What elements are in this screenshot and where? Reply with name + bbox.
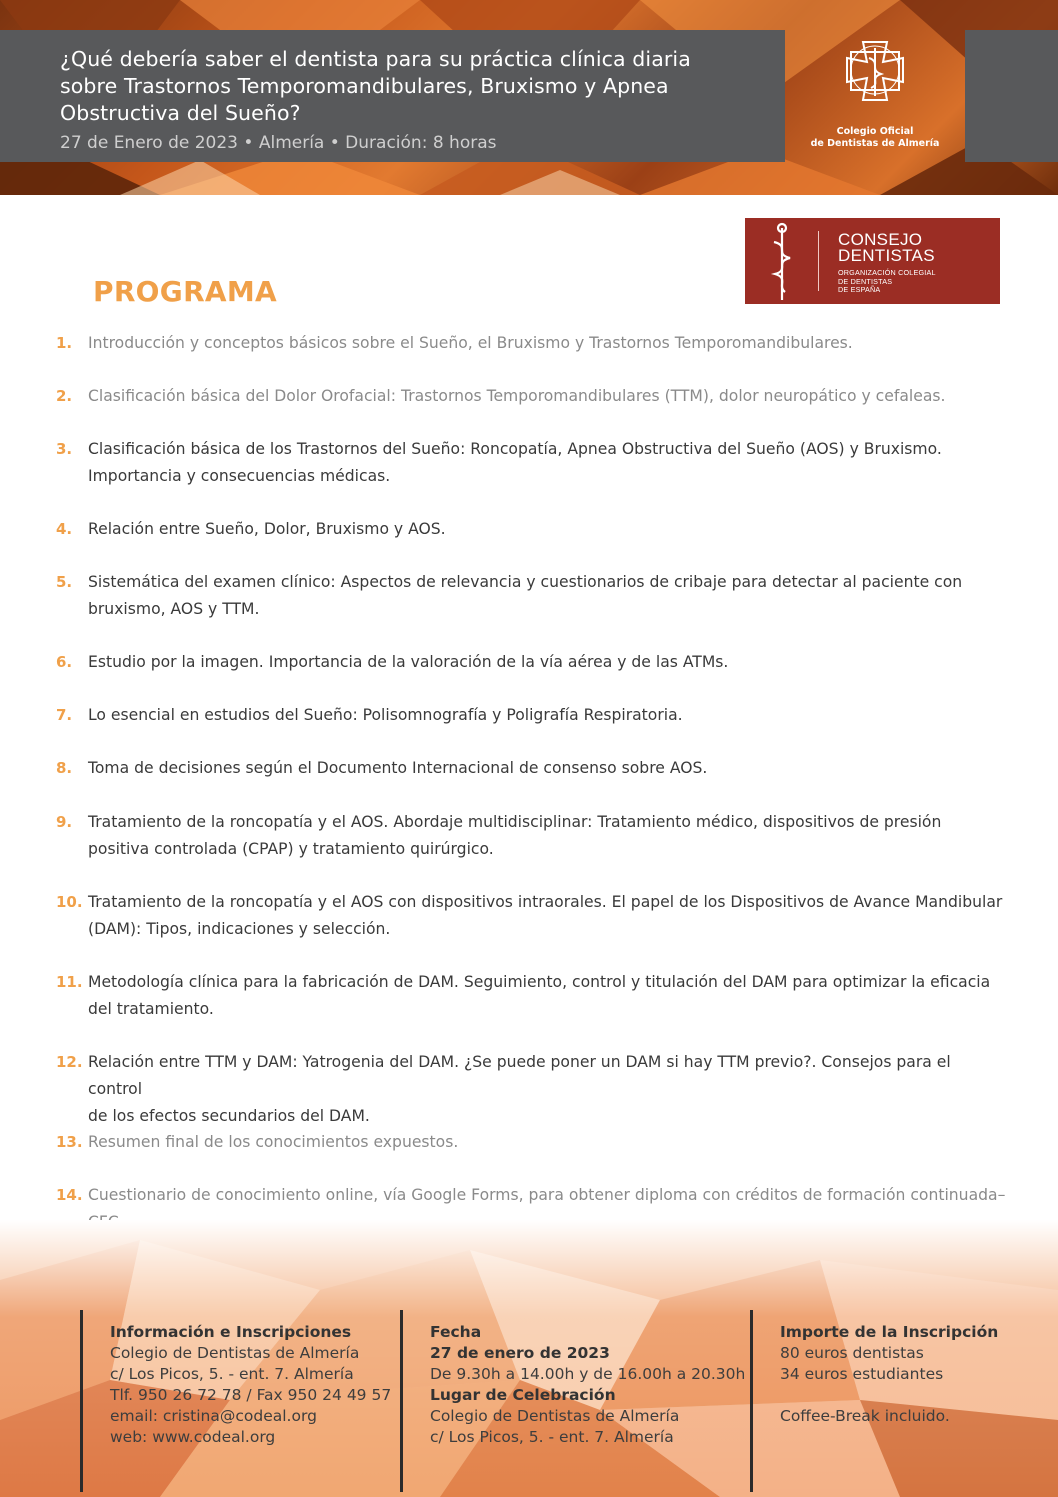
item-text: Cuestionario de conocimiento online, vía Google Forms, para obtener diploma con créditos de formación continuada– — [88, 1186, 1006, 1204]
item-number: 14. — [56, 1186, 83, 1204]
lugar-line: Colegio de Dentistas de Almería — [430, 1407, 680, 1425]
item-text-continued: de los efectos secundarios del DAM. — [88, 1107, 370, 1125]
logo-caption-1: Colegio Oficial — [836, 126, 914, 137]
footer-divider — [80, 1310, 83, 1492]
caduceus-icon — [745, 218, 818, 304]
programa-heading: PROGRAMA — [93, 275, 278, 308]
info-line: c/ Los Picos, 5. - ent. 7. Almería — [110, 1365, 354, 1383]
item-number: 13. — [56, 1133, 83, 1151]
item-number: 1. — [56, 334, 73, 352]
info-line: Colegio de Dentistas de Almería — [110, 1344, 360, 1362]
info-email: email: cristina@codeal.org — [110, 1407, 317, 1425]
item-number: 10. — [56, 893, 83, 911]
item-text: Toma de decisiones según el Documento Internacional de consenso sobre AOS. — [88, 759, 708, 777]
item-number: 7. — [56, 706, 73, 724]
item-text-continued: bruxismo, AOS y TTM. — [88, 600, 260, 618]
item-text-continued: del tratamiento. — [88, 1000, 214, 1018]
lugar-heading: Lugar de Celebración — [430, 1386, 616, 1404]
item-text: Tratamiento de la roncopatía y el AOS con dispositivos intraorales. El papel de los Dispositivos de Avance Mandibular — [88, 893, 1003, 911]
item-number: 12. — [56, 1053, 83, 1071]
item-text: Clasificación básica del Dolor Orofacial: Trastornos Temporomandibulares (TTM), dolor neuropático y cefaleas. — [88, 387, 946, 405]
item-text-continued: (DAM): Tipos, indicaciones y selección. — [88, 920, 391, 938]
item-number: 2. — [56, 387, 73, 405]
info-phone: Tlf. 950 26 72 78 / Fax 950 24 49 57 — [110, 1386, 392, 1404]
item-text: Sistemática del examen clínico: Aspectos de relevancia y cuestionarios de cribaje para detectar al paciente con — [88, 573, 963, 591]
info-web: web: www.codeal.org — [110, 1428, 276, 1446]
footer-importe-column — [780, 1322, 998, 1427]
importe-line: 34 euros estudiantes — [780, 1365, 944, 1383]
item-number: 8. — [56, 759, 73, 777]
item-text: Lo esencial en estudios del Sueño: Polisomnografía y Poligrafía Respiratoria. — [88, 706, 683, 724]
item-text-continued: positiva controlada (CPAP) y tratamiento quirúrgico. — [88, 840, 494, 858]
title-line-1: ¿Qué debería saber el dentista para su práctica clínica diaria — [60, 47, 691, 71]
footer-divider — [750, 1310, 753, 1492]
title-line-3: Obstructiva del Sueño? — [60, 101, 301, 125]
consejo-small-1: ORGANIZACIÓN COLEGIAL — [838, 268, 936, 277]
consejo-small-3: DE ESPAÑA — [838, 285, 881, 294]
item-number: 3. — [56, 440, 73, 458]
consejo-divider — [818, 231, 819, 291]
item-text: Metodología clínica para la fabricación de DAM. Seguimiento, control y titulación del DAM para optimizar la eficacia — [88, 973, 991, 991]
item-text: Estudio por la imagen. Importancia de la valoración de la vía aérea y de las ATMs. — [88, 653, 729, 671]
consejo-dentistas-logo — [745, 218, 1000, 304]
title-line-2: sobre Trastornos Temporomandibulares, Bruxismo y Apnea — [60, 74, 669, 98]
item-number: 9. — [56, 813, 73, 831]
footer-info-column — [110, 1322, 391, 1448]
lugar-line: c/ Los Picos, 5. - ent. 7. Almería — [430, 1428, 674, 1446]
footer-divider — [400, 1310, 403, 1492]
item-text: Relación entre Sueño, Dolor, Bruxismo y AOS. — [88, 520, 446, 538]
item-number: 6. — [56, 653, 73, 671]
item-text: Tratamiento de la roncopatía y el AOS. Abordaje multidisciplinar: Tratamiento médico, dispositivos de presión — [88, 813, 942, 831]
header-right-panel — [965, 30, 1058, 162]
fecha-date: 27 de enero de 2023 — [430, 1344, 610, 1362]
consejo-line-2: DENTISTAS — [838, 246, 935, 265]
event-subtitle: 27 de Enero de 2023 • Almería • Duración: 8 horas — [60, 133, 497, 153]
footer-fecha-column — [430, 1322, 745, 1448]
consejo-small-2: DE DENTISTAS — [838, 276, 893, 286]
colegio-cross-emblem — [785, 30, 965, 126]
importe-heading: Importe de la Inscripción — [780, 1323, 999, 1341]
item-number: 4. — [56, 520, 73, 538]
info-heading: Información e Inscripciones — [110, 1323, 352, 1341]
title-box — [0, 30, 785, 162]
item-text: Introducción y conceptos básicos sobre el Sueño, el Bruxismo y Trastornos Temporomandibulares. — [88, 334, 853, 352]
item-text: Resumen final de los conocimientos expuestos. — [88, 1133, 459, 1151]
event-title — [60, 46, 785, 127]
item-text: Relación entre TTM y DAM: Yatrogenia del DAM. ¿Se puede poner un DAM si hay TTM previo?. Consejos para el control — [88, 1053, 951, 1098]
item-text-continued: Importancia y consecuencias médicas. — [88, 467, 391, 485]
consejo-line-1: CONSEJO — [838, 230, 923, 249]
item-text: Clasificación básica de los Trastornos del Sueño: Roncopatía, Apnea Obstructiva del Sueño (AOS) y Bruxismo. — [88, 440, 942, 458]
colegio-logo — [785, 30, 965, 162]
item-number: 11. — [56, 973, 83, 991]
item-number: 5. — [56, 573, 73, 591]
fecha-hours: De 9.30h a 14.00h y de 16.00h a 20.30h — [430, 1365, 746, 1383]
fecha-heading: Fecha — [430, 1323, 482, 1341]
importe-note: Coffee-Break incluido. — [780, 1407, 950, 1425]
importe-line: 80 euros dentistas — [780, 1344, 924, 1362]
logo-caption-2: de Dentistas de Almería — [810, 138, 940, 149]
